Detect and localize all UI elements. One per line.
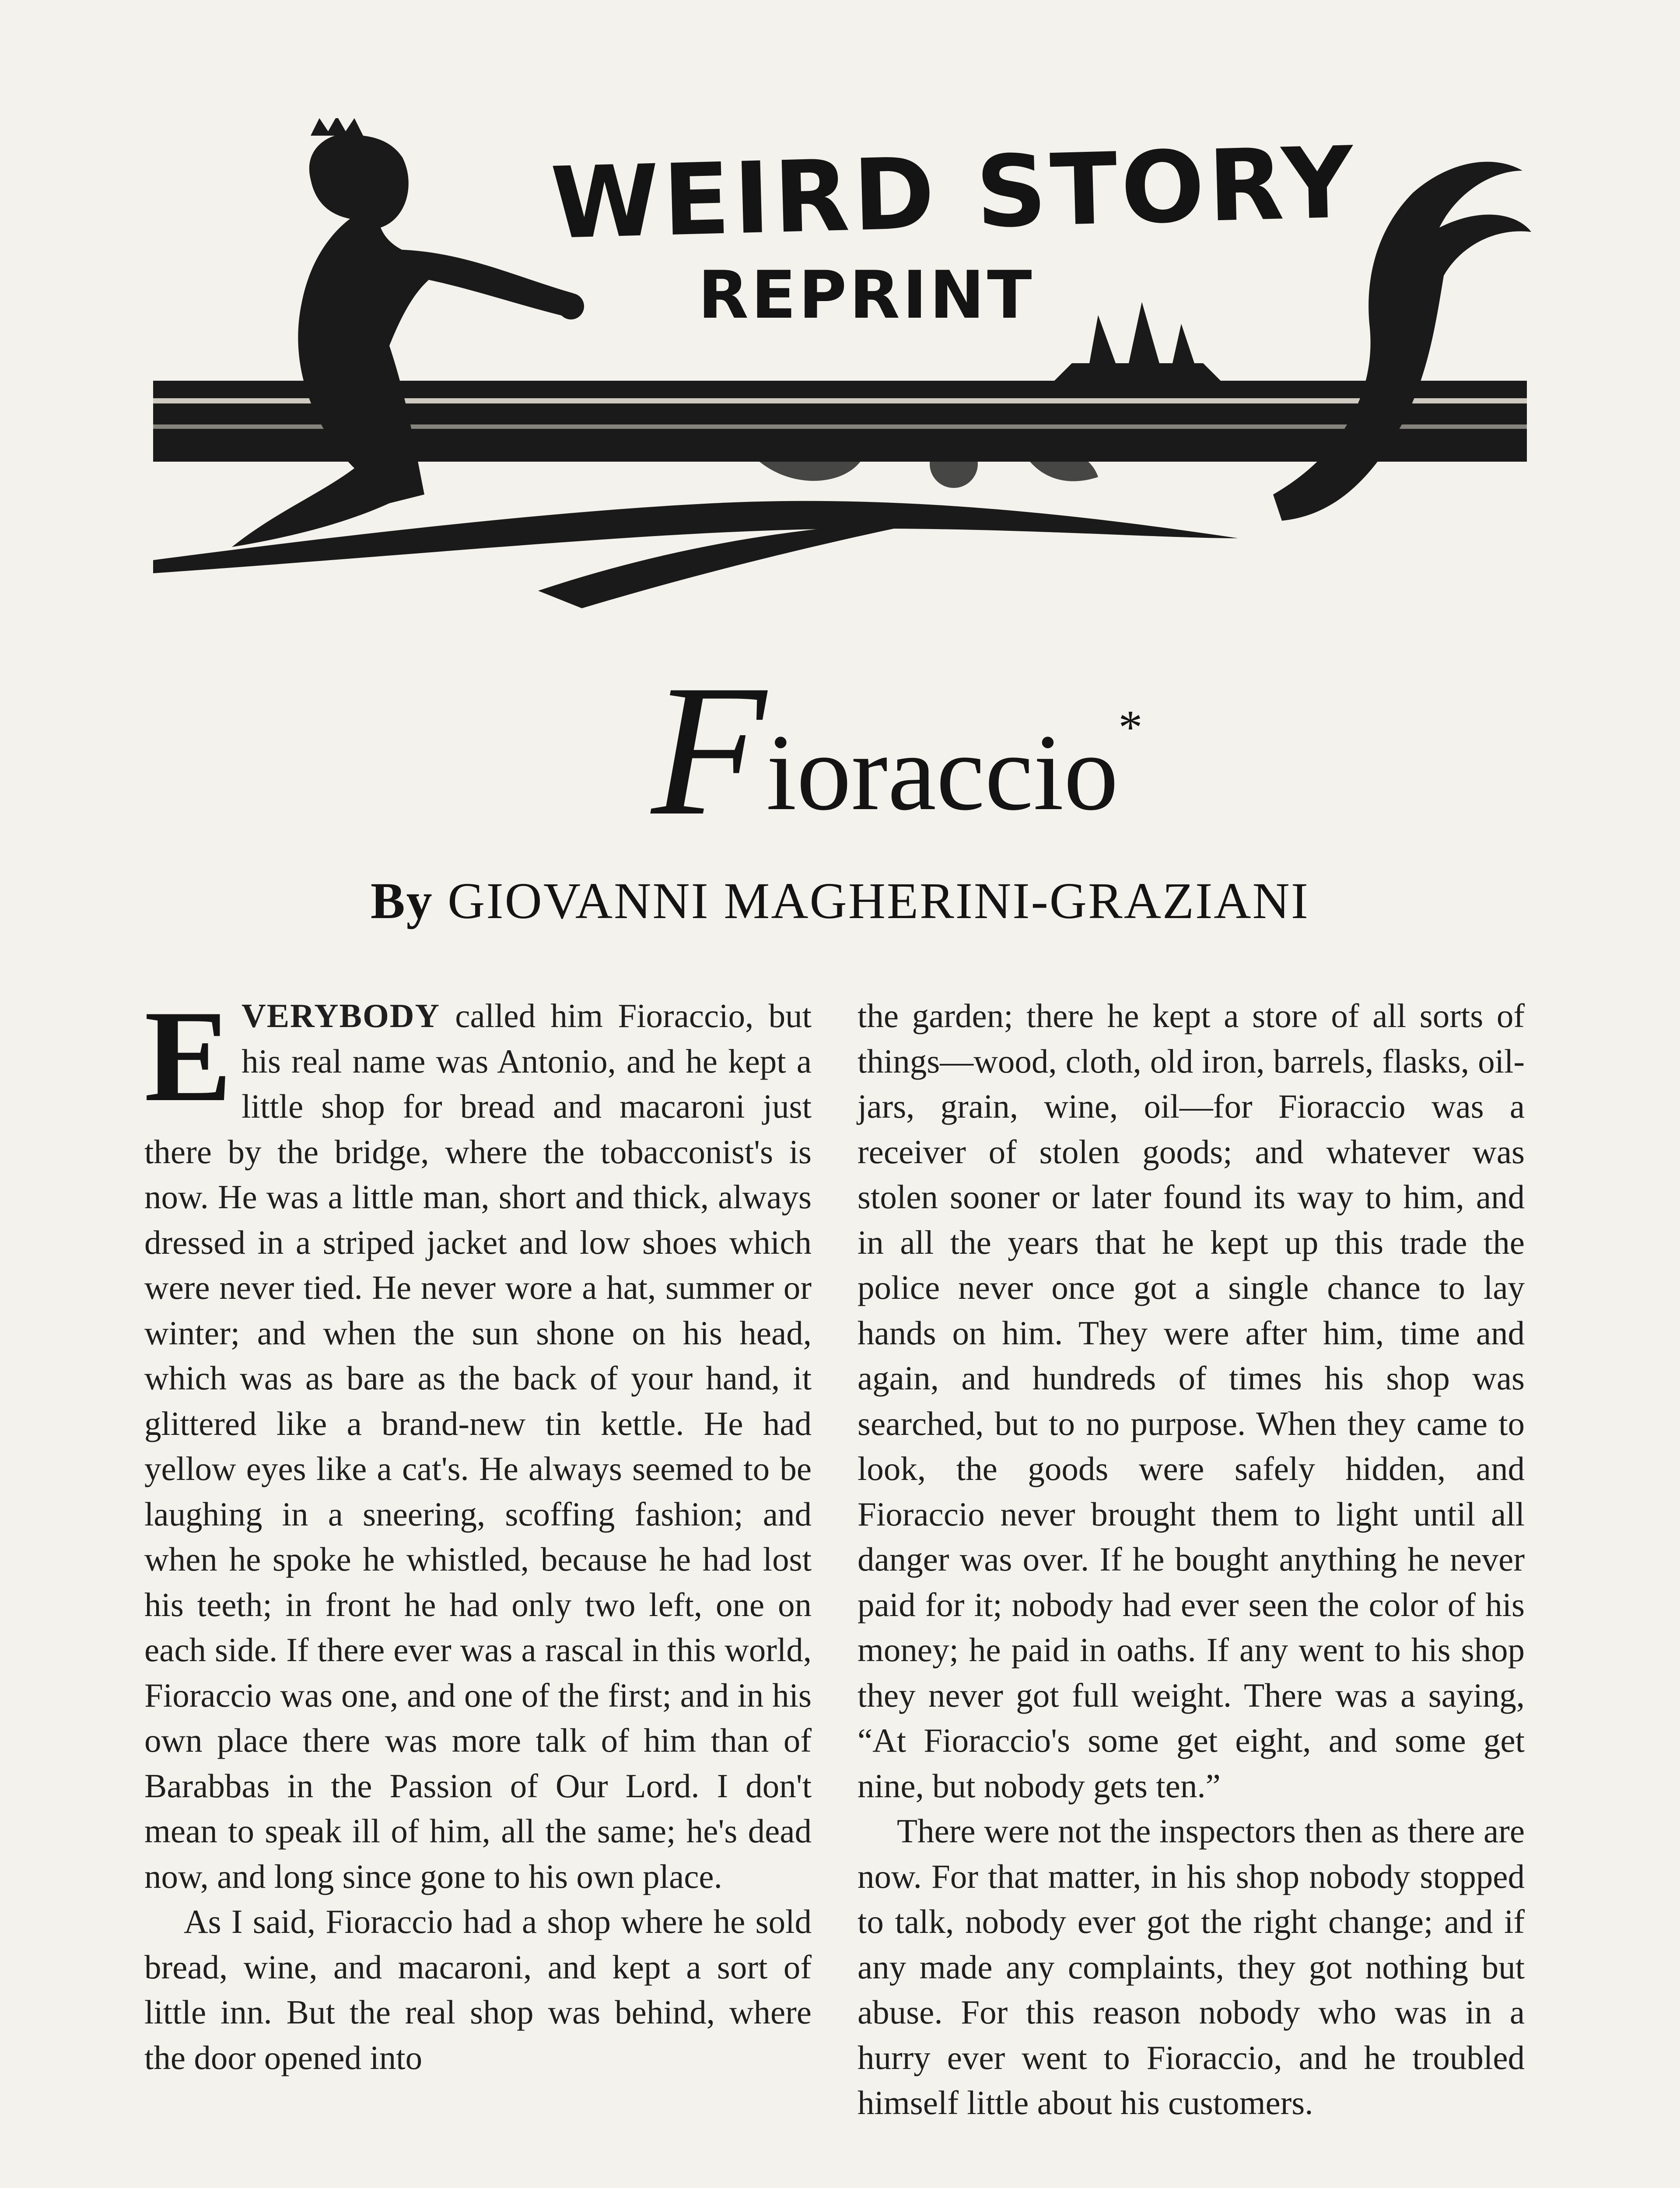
section-title: WEIRD STORY <box>549 125 1358 262</box>
paragraph-4: There were not the inspectors then as there are now. For that matter, in his shop nobody stopped to talk, nobody ever got the right change; and if any made any complaints, they got nothing but abuse. For this reason nobody who was in a hurry ever went to Fioraccio, and he troubled himself little about his customers. <box>858 1812 1525 2121</box>
paragraph-1 <box>144 983 812 1899</box>
title-footnote-mark: * <box>1118 701 1143 754</box>
lead-words: VERYBODY <box>242 997 441 1034</box>
section-subtitle: REPRINT <box>698 257 1035 333</box>
title-initial: F <box>651 646 766 855</box>
paragraph-1-text: called him Fioraccio, but his real name was Antonio, and he kept a little shop for bread and macaroni just there by the bridge, where the tobacconist's is now. He was a little man, short and thick, always dressed in a striped jacket and low shoes which were never tied. He never wore a hat, summer or winter; and when the sun shone on his head, which was as bare as the back of your hand, it glittered like a brand-new tin kettle. He had yellow eyes like a cat's. He always seemed to be laughing in a sneering, scoffing fashion; and when he spoke he whistled, because he had lost his teeth; in front he had only two left, one on each side. If there ever was a rascal in this world, Fioraccio was one, and one of the first; and in his own place there was more talk of him than of Barabbas in the Passion of Our Lord. I don't mean to speak ill of him, all the same; he's dead now, and long since gone to his own place. <box>144 997 812 1895</box>
byline-prefix: By <box>370 872 434 929</box>
right-column <box>858 993 1525 2126</box>
story-title <box>569 646 1225 855</box>
byline <box>0 872 1680 929</box>
author-name: GIOVANNI MAGHERINI-GRAZIANI <box>448 872 1310 929</box>
paragraph-3: the garden; there he kept a store of all sorts of things—wood, cloth, old iron, barrels, flasks, oil-jars, grain, wine, oil—for Fioraccio was a receiver of stolen goods; and whatever was stolen sooner or later found its way to him, and in all the years that he kept up this trade the police never once got a single chance to lay hands on him. They were after him, time and again, and hundreds of times his shop was searched, but to no purpose. When they came to look, the goods were safely hidden, and Fioraccio never brought them to light until all danger was over. If he bought anything he never paid for it; nobody had ever seen the color of his money; he paid in oaths. If any went to his shop they never got full weight. There was a saying, “At Fioraccio's some get eight, and some get nine, but nobody gets ten.” <box>858 997 1525 1805</box>
paragraph-2: As I said, Fioraccio had a shop where he sold bread, wine, and macaroni, and kept a sort of little inn. But the real shop was behind, where the door opened into <box>144 1903 812 2076</box>
ship <box>1054 302 1221 381</box>
left-column <box>144 983 812 2080</box>
mermaid-figure <box>232 118 584 547</box>
drop-cap: E <box>144 983 232 1129</box>
title-rest: ioraccio <box>766 712 1119 833</box>
